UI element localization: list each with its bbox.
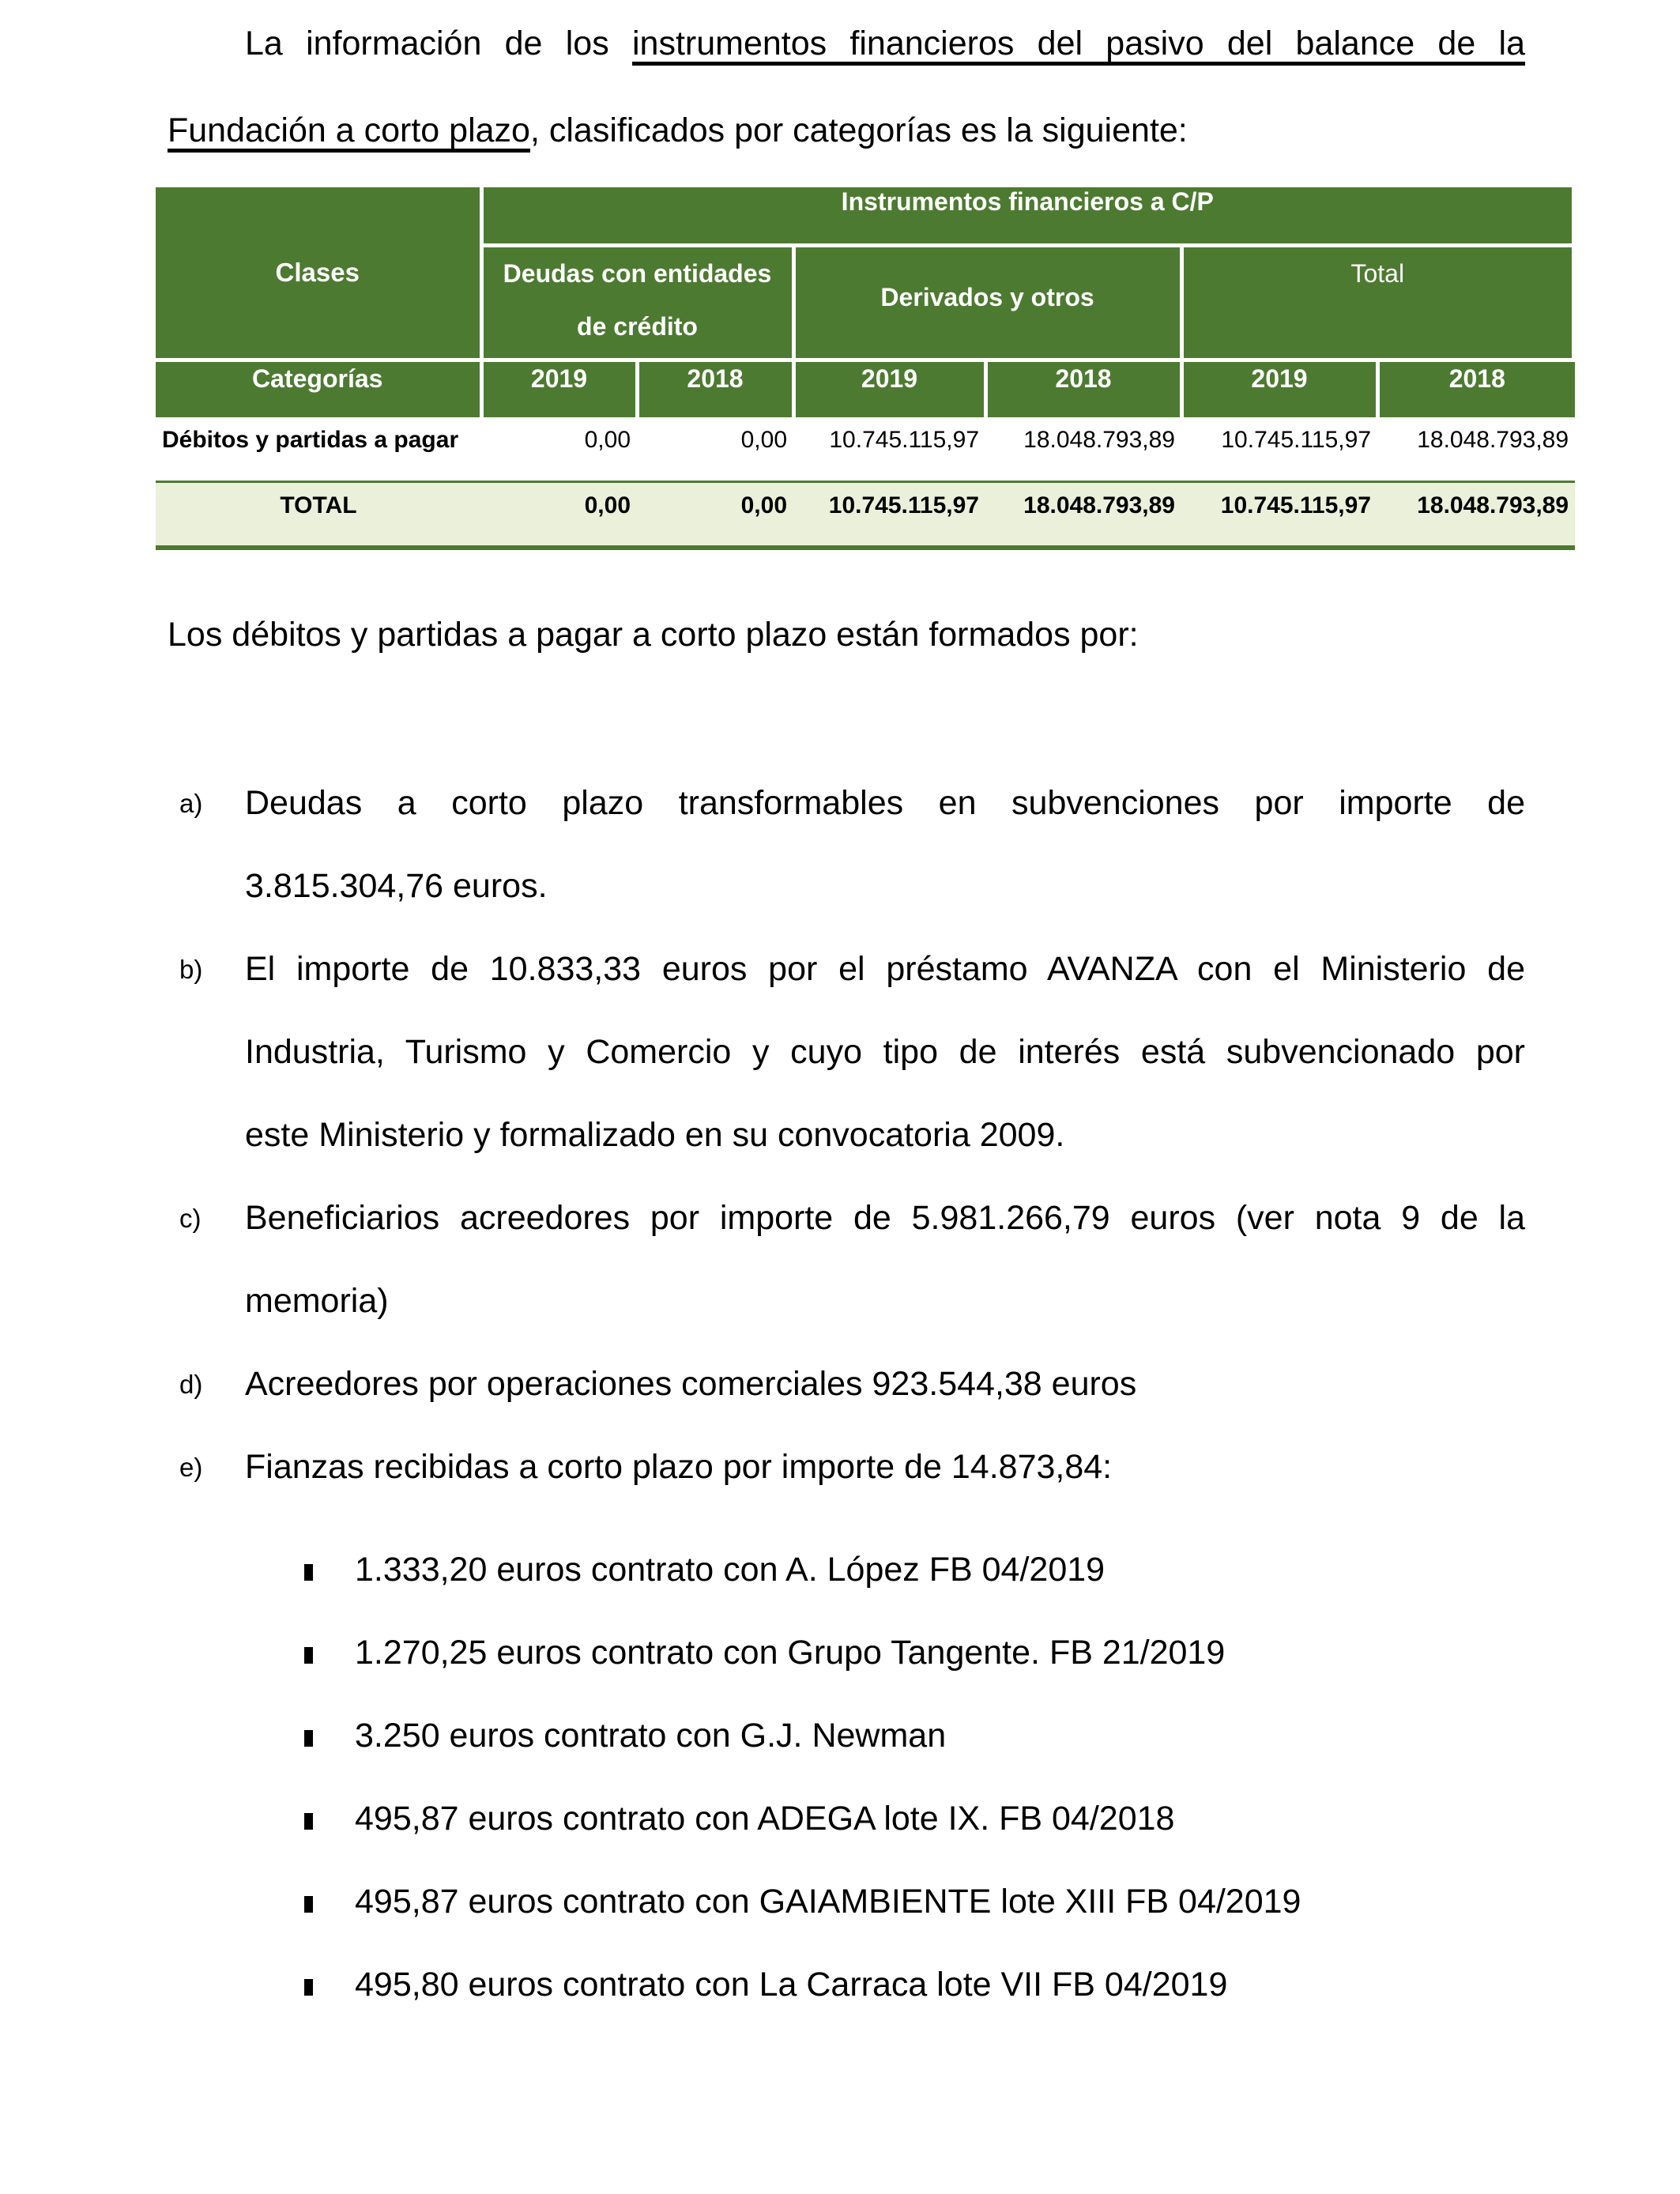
list-item-b-line: Industria, Turismo y Comercio y cuyo tipo de interés está subvencionado por bbox=[245, 1033, 1525, 1071]
intro-line1-underlined: instrumentos financieros del pasivo del balance de la bbox=[632, 25, 1526, 62]
debitos-value: 18.048.793,89 bbox=[985, 417, 1181, 481]
list-item-c-line: memoria) bbox=[245, 1282, 389, 1320]
intro-line-1 bbox=[168, 0, 1525, 87]
deudas-line-1: Deudas con entidades bbox=[503, 258, 772, 288]
table-row-group-title bbox=[156, 187, 1575, 245]
year-header: 2018 bbox=[637, 360, 793, 417]
sub-bullet-text: 495,87 euros contrato con GAIAMBIENTE lote XIII FB 04/2019 bbox=[355, 1883, 1301, 1921]
sub-bullet-item bbox=[168, 1529, 1525, 1612]
list-item-d bbox=[168, 1343, 1525, 1426]
total-value: 18.048.793,89 bbox=[985, 481, 1181, 548]
list-item-b-line: El importe de 10.833,33 euros por el préstamo AVANZA con el Ministerio de bbox=[245, 950, 1525, 988]
list-item-d-line: Acreedores por operaciones comerciales 923.544,38 euros bbox=[245, 1365, 1137, 1403]
sub-bullet-text: 1.270,25 euros contrato con Grupo Tangente. FB 21/2019 bbox=[355, 1634, 1226, 1672]
square-bullet-icon bbox=[304, 1647, 313, 1664]
table-row-years bbox=[156, 360, 1575, 417]
square-bullet-icon bbox=[304, 1896, 313, 1913]
list-item-b-marker: b) bbox=[179, 955, 203, 984]
sub-bullet-text: 1.333,20 euros contrato con A. López FB 04/2019 bbox=[355, 1551, 1106, 1589]
debitos-value: 10.745.115,97 bbox=[793, 417, 985, 481]
sub-bullet-text: 3.250 euros contrato con G.J. Newman bbox=[355, 1717, 947, 1755]
debitos-value: 0,00 bbox=[637, 417, 793, 481]
list-item-d-marker: d) bbox=[179, 1370, 203, 1399]
sub-bullet-item bbox=[168, 1860, 1525, 1943]
table-row-total bbox=[156, 481, 1575, 548]
square-bullet-icon bbox=[304, 1564, 313, 1581]
list-item-e-marker: e) bbox=[179, 1453, 203, 1482]
square-bullet-icon bbox=[304, 1979, 313, 1996]
square-bullet-icon bbox=[304, 1813, 313, 1830]
square-bullet-icon bbox=[304, 1730, 313, 1747]
list-item-a-marker: a) bbox=[179, 789, 203, 818]
lettered-list bbox=[168, 762, 1525, 2026]
list-item-b bbox=[168, 928, 1525, 1177]
list-item-c-marker: c) bbox=[179, 1204, 202, 1233]
year-header: 2018 bbox=[1377, 360, 1575, 417]
sub-bullet-item bbox=[168, 1612, 1525, 1695]
list-item-a-line: Deudas a corto plazo transformables en subvenciones por importe de bbox=[245, 784, 1525, 822]
table-header-categorias: Categorías bbox=[156, 360, 481, 417]
total-value: 10.745.115,97 bbox=[1181, 481, 1377, 548]
year-header: 2019 bbox=[481, 360, 637, 417]
debitos-value: 10.745.115,97 bbox=[1181, 417, 1377, 481]
total-value: 0,00 bbox=[637, 481, 793, 548]
total-value: 10.745.115,97 bbox=[793, 481, 985, 548]
sub-bullet-item bbox=[168, 1695, 1525, 1777]
year-header: 2018 bbox=[985, 360, 1181, 417]
table-header-group-title: Instrumentos financieros a C/P bbox=[481, 187, 1575, 245]
list-item-a bbox=[168, 762, 1525, 928]
intro-line2-underlined: Fundación a corto plazo bbox=[168, 111, 530, 149]
sub-bullet-text: 495,87 euros contrato con ADEGA lote IX. FB 04/2018 bbox=[355, 1800, 1175, 1838]
intro-line-2 bbox=[168, 87, 1525, 174]
list-item-c-line: Beneficiarios acreedores por importe de 5.981.266,79 euros (ver nota 9 de la bbox=[245, 1199, 1525, 1237]
list-item-a-line: 3.815.304,76 euros. bbox=[245, 867, 548, 905]
intro-line1-prefix: La información de los bbox=[245, 25, 632, 62]
table-header-derivados: Derivados y otros bbox=[793, 245, 1181, 360]
intro-line2-suffix: , clasificados por categorías es la siguiente: bbox=[529, 111, 1188, 149]
table-header-deudas bbox=[481, 245, 793, 360]
sub-bullet-text: 495,80 euros contrato con La Carraca lote VII FB 04/2019 bbox=[355, 1966, 1228, 2004]
year-header: 2019 bbox=[1181, 360, 1377, 417]
sub-bullet-item bbox=[168, 1943, 1525, 2026]
debitos-intro-paragraph: Los débitos y partidas a pagar a corto plazo están formados por: bbox=[168, 616, 1139, 654]
table-header-total: Total bbox=[1181, 245, 1575, 360]
list-item-b-line: este Ministerio y formalizado en su convocatoria 2009. bbox=[245, 1116, 1065, 1154]
sub-bullet-item bbox=[168, 1777, 1525, 1860]
list-item-c bbox=[168, 1177, 1525, 1343]
deudas-line-2: de crédito bbox=[577, 311, 698, 341]
list-item-e-line: Fianzas recibidas a corto plazo por importe de 14.873,84: bbox=[245, 1448, 1113, 1486]
table-header-clases: Clases bbox=[156, 187, 481, 360]
sub-bullet-list bbox=[168, 1529, 1525, 2026]
debitos-value: 0,00 bbox=[481, 417, 637, 481]
row-label-total: TOTAL bbox=[156, 481, 481, 548]
total-value: 0,00 bbox=[481, 481, 637, 548]
year-header: 2019 bbox=[793, 360, 985, 417]
total-value: 18.048.793,89 bbox=[1377, 481, 1575, 548]
financial-instruments-table bbox=[156, 187, 1578, 550]
row-label-debitos: Débitos y partidas a pagar bbox=[156, 417, 481, 481]
intro-paragraph bbox=[168, 0, 1525, 174]
debitos-value: 18.048.793,89 bbox=[1377, 417, 1575, 481]
list-item-e bbox=[168, 1426, 1525, 1509]
table-row-debitos bbox=[156, 417, 1575, 481]
